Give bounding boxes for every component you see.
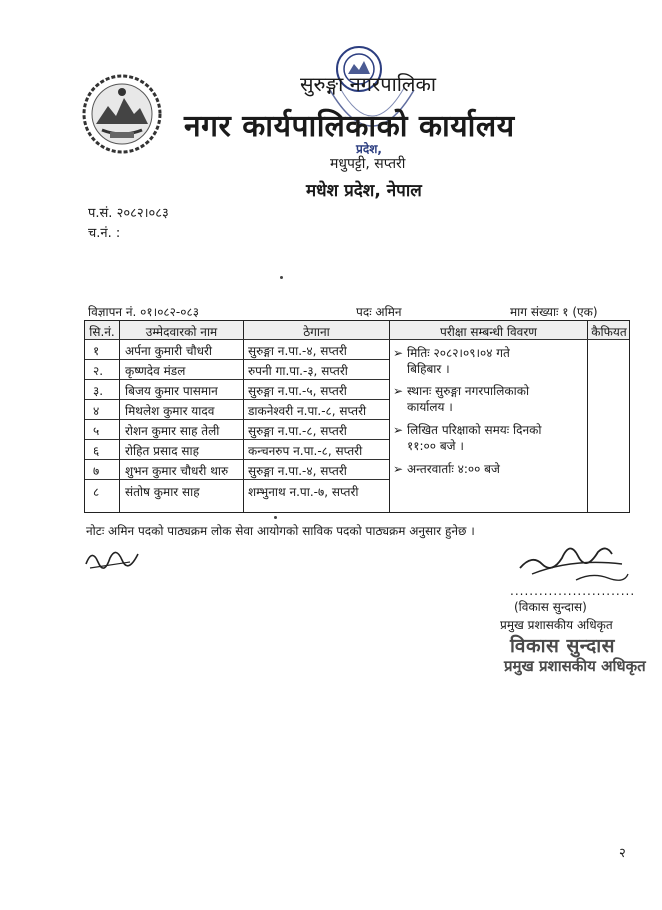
written-exam-line2: ११:०० बजे ।	[407, 439, 464, 453]
row-3-serial: ३.	[93, 384, 104, 398]
interview-line1: अन्तरवार्ताः ४:०० बजे	[407, 462, 500, 476]
officer-title: प्रमुख प्रशासकीय अधिकृत	[500, 618, 613, 632]
row-5-serial: ५	[93, 424, 100, 438]
row-8-name: संतोष कुमार साह	[125, 485, 200, 499]
demand-count: माग संख्याः १ (एक)	[510, 305, 598, 319]
header-remarks: कैफियत	[591, 325, 627, 339]
written-exam-time-item	[393, 422, 601, 454]
row-7-serial: ७	[93, 464, 100, 478]
exam-venue-item	[393, 383, 601, 415]
exam-date-item	[393, 345, 601, 377]
header-serial: सि.नं.	[89, 325, 115, 339]
arrow-bullet-icon: ➢	[393, 384, 404, 398]
stamp-officer-title: प्रमुख प्रशासकीय अधिकृत	[504, 657, 646, 675]
row-2-address: रुपनी गा.पा.-३, सप्तरी	[248, 364, 348, 378]
row-5-address: सुरुङ्गा न.पा.-८, सप्तरी	[248, 424, 347, 438]
arrow-bullet-icon: ➢	[393, 462, 404, 476]
row-1-name: अर्पना कुमारी चौधरी	[125, 344, 213, 358]
row-4-name: मिथलेश कुमार यादव	[125, 404, 215, 418]
row-6-address: कन्चनरुप न.पा.-८, सप्तरी	[248, 444, 363, 458]
row-1-serial: १	[93, 344, 100, 358]
seal-text: प्रदेश,	[356, 142, 382, 156]
row-6-name: रोहित प्रसाद साह	[125, 444, 199, 458]
exam-venue-line2: कार्यालय ।	[407, 400, 453, 414]
header-name: उम्मेदवारको नाम	[145, 325, 218, 339]
header-exam-details: परीक्षा सम्बन्धी विवरण	[440, 325, 537, 339]
row-8-serial: ८	[93, 485, 100, 499]
dispatch-number: च.नं. :	[88, 226, 121, 241]
scan-mark	[274, 516, 277, 519]
row-5-name: रोशन कुमार साह तेली	[125, 424, 220, 438]
header-address: ठेगाना	[303, 325, 330, 339]
row-2-name: कृष्णदेव मंडल	[125, 364, 186, 378]
advertisement-number: विज्ञापन नं. ०१।०८२-०८३	[88, 305, 199, 319]
interview-time-item	[393, 461, 601, 477]
row-7-name: शुभन कुमार चौधरी थारु	[125, 464, 229, 478]
row-2-serial: २.	[93, 364, 104, 378]
candidate-table	[84, 320, 630, 513]
row-3-address: सुरुङ्गा न.पा.-५, सप्तरी	[248, 384, 347, 398]
row-8-address: शम्भुनाथ न.पा.-७, सप्तरी	[248, 485, 359, 499]
row-3-name: बिजय कुमार पासमान	[125, 384, 218, 398]
office-title: नगर कार्यपालिकाको कार्यालय	[184, 109, 515, 144]
reference-number: प.सं. २०८२।०८३	[88, 206, 169, 221]
nepal-emblem-icon	[80, 72, 164, 156]
province-name: मधेश प्रदेश, नेपाल	[306, 181, 422, 201]
post-name: पदः अमिन	[356, 305, 402, 319]
row-4-serial: ४	[93, 404, 100, 418]
initial-signature-icon	[82, 542, 142, 576]
signature-line: ..........................	[510, 584, 636, 598]
exam-venue-line1: स्थानः सुरुङ्गा नगरपालिकाको	[407, 384, 530, 398]
exam-date-line1: मितिः २०८२।०९।०४ गते	[407, 346, 510, 360]
written-exam-line1: लिखित परिक्षाको समयः दिनको	[407, 423, 542, 437]
row-1-address: सुरुङ्गा न.पा.-४, सप्तरी	[248, 344, 347, 358]
page-number: २	[619, 846, 626, 861]
stamp-officer-name: विकास सुन्दास	[510, 635, 616, 657]
row-4-address: डाकनेश्वरी न.पा.-८, सप्तरी	[248, 404, 367, 418]
row-6-serial: ६	[93, 444, 100, 458]
footnote: नोटः अमिन पदको पाठ्यक्रम लोक सेवा आयोगको साविक पदको पाठ्यक्रम अनुसार हुनेछ ।	[86, 524, 475, 538]
officer-name: (विकास सुन्दास)	[514, 600, 587, 614]
arrow-bullet-icon: ➢	[393, 423, 404, 437]
office-address: मधुपट्टी, सप्तरी	[330, 156, 406, 172]
scan-mark	[280, 276, 283, 279]
municipality-name: सुरुङ्गा नगरपालिका	[300, 72, 437, 96]
row-7-address: सुरुङ्गा न.पा.-४, सप्तरी	[248, 464, 347, 478]
arrow-bullet-icon: ➢	[393, 346, 404, 360]
exam-date-line2: बिहिबार ।	[407, 362, 450, 376]
